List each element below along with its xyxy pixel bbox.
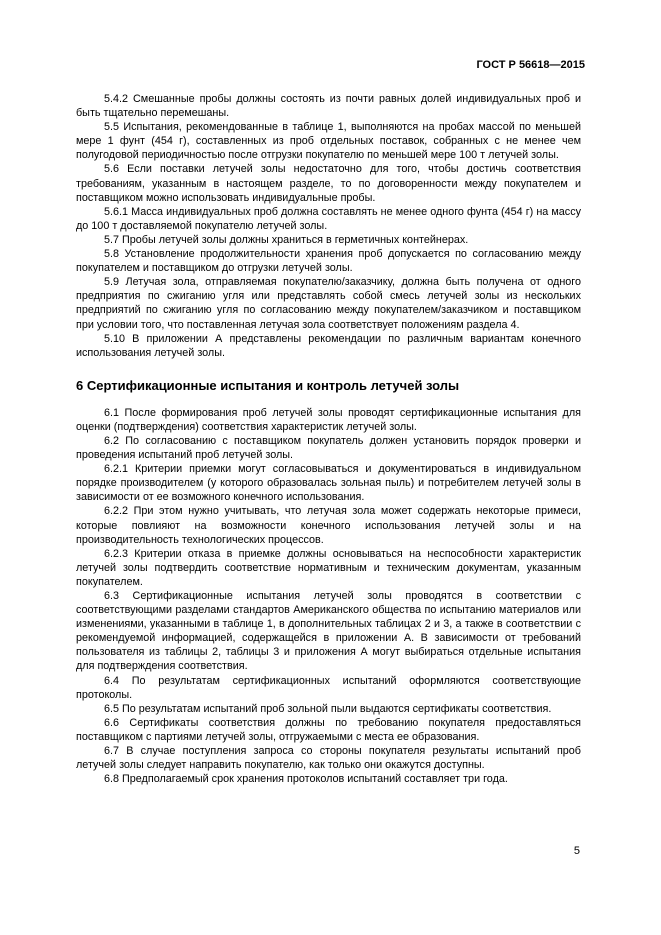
paragraph-6-8: 6.8 Предполагаемый срок хранения протоколов испытаний составляет три года. (104, 773, 508, 786)
paragraph-5-9: 5.9 Летучая зола, отправляемая покупателю/заказчику, должна быть получена от одного предприятия по сжиганию угля или представлять собой смесь летучей золы из нескольких предприятий по сжиганию угля по согласованию между покупателем/заказчиком и поставщиком при условии того, что поставленная летучая зола соответствует положениям раздела 4. (76, 276, 581, 331)
document-code: ГОСТ Р 56618—2015 (476, 59, 585, 71)
paragraph-6-4: 6.4 По результатам сертификационных испытаний оформляются соответствующие протоколы. (76, 674, 581, 701)
paragraph-6-5: 6.5 По результатам испытаний проб зольной пыли выдаются сертификаты соответствия. (104, 702, 552, 715)
section-6-heading: 6 Сертификационные испытания и контроль летучей золы (76, 377, 460, 393)
paragraph-6-3: 6.3 Сертификационные испытания летучей золы проводятся в соответствии с соответствующими разделами стандартов Американского общества по испытанию материалов или изменениями, указанными в таблице 1, в дополнительных таблицах 2 и 3, а также в соответствии с рекомендуемой информацией, содержащейся в приложении А. В зависимости от требований пользователя из таблицы 2, таблицы 3 и приложения А могут выбираться отдельные испытания для подтверждения соответствия. (76, 590, 581, 673)
paragraph-5-7: 5.7 Пробы летучей золы должны храниться в герметичных контейнерах. (104, 233, 469, 246)
paragraph-6-6: 6.6 Сертификаты соответствия должны по требованию покупателя предоставляться поставщиком с партиями летучей золы, отгружаемыми с места ее образования. (76, 716, 581, 743)
paragraph-6-2-1: 6.2.1 Критерии приемки могут согласовываться и документироваться в индивидуальном порядке производителем (у которого образовалась зольная пыль) и потребителем летучей золы в зависимости от ее возможного конечного использования. (76, 463, 581, 504)
paragraph-5-5: 5.5 Испытания, рекомендованные в таблице 1, выполняются на пробах массой по меньшей мере 1 фунт (454 г), составленных из проб отдельных поставок, собранных с не менее чем полугодовой периодичностью после отгрузки покупателю по меньшей мере 100 т летучей золы. (76, 121, 581, 162)
paragraph-6-2-3: 6.2.3 Критерии отказа в приемке должны основываться на неспособности характеристик летучей золы подтвердить соответствие нормативным и техническим документам, указанным покупателем. (76, 547, 581, 588)
document-body (76, 92, 581, 786)
page-number: 5 (573, 845, 580, 857)
paragraph-5-6: 5.6 Если поставки летучей золы недостаточно для того, чтобы достичь соответствия требованиям, указанным в настоящем разделе, то по договоренности между покупателем и поставщиком можно использовать индивидуальные пробы. (76, 163, 581, 204)
paragraph-6-2: 6.2 По согласованию с поставщиком покупатель должен установить порядок проверки и проведения испытаний проб летучей золы. (76, 434, 581, 462)
paragraph-5-4-2: 5.4.2 Смешанные пробы должны состоять из почти равных долей индивидуальных проб и быть тщательно перемешаны. (76, 93, 581, 120)
paragraph-6-2-2: 6.2.2 При этом нужно учитывать, что летучая зола может содержать некоторые примеси, которые повлияют на возможности конечного использования летучей золы и на производительность технологических процессов. (76, 505, 581, 546)
paragraph-6-7: 6.7 В случае поступления запроса со стороны покупателя результаты испытаний проб летучей золы следует направить покупателю, как только они окажутся доступны. (76, 745, 581, 772)
paragraph-5-10: 5.10 В приложении А представлены рекомендации по различным вариантам конечного использования летучей золы. (76, 332, 581, 359)
paragraph-5-6-1: 5.6.1 Масса индивидуальных проб должна составлять не менее одного фунта (454 г) на массу до 100 т доставляемой покупателю летучей золы. (76, 205, 581, 232)
paragraph-5-8: 5.8 Установление продолжительности хранения проб допускается по согласованию между покупателем и поставщиком до отгрузки летучей золы. (76, 248, 581, 275)
paragraph-6-1: 6.1 После формирования проб летучей золы проводят сертификационные испытания для оценки (подтверждения) соответствия характеристик летучей золы. (76, 406, 581, 433)
